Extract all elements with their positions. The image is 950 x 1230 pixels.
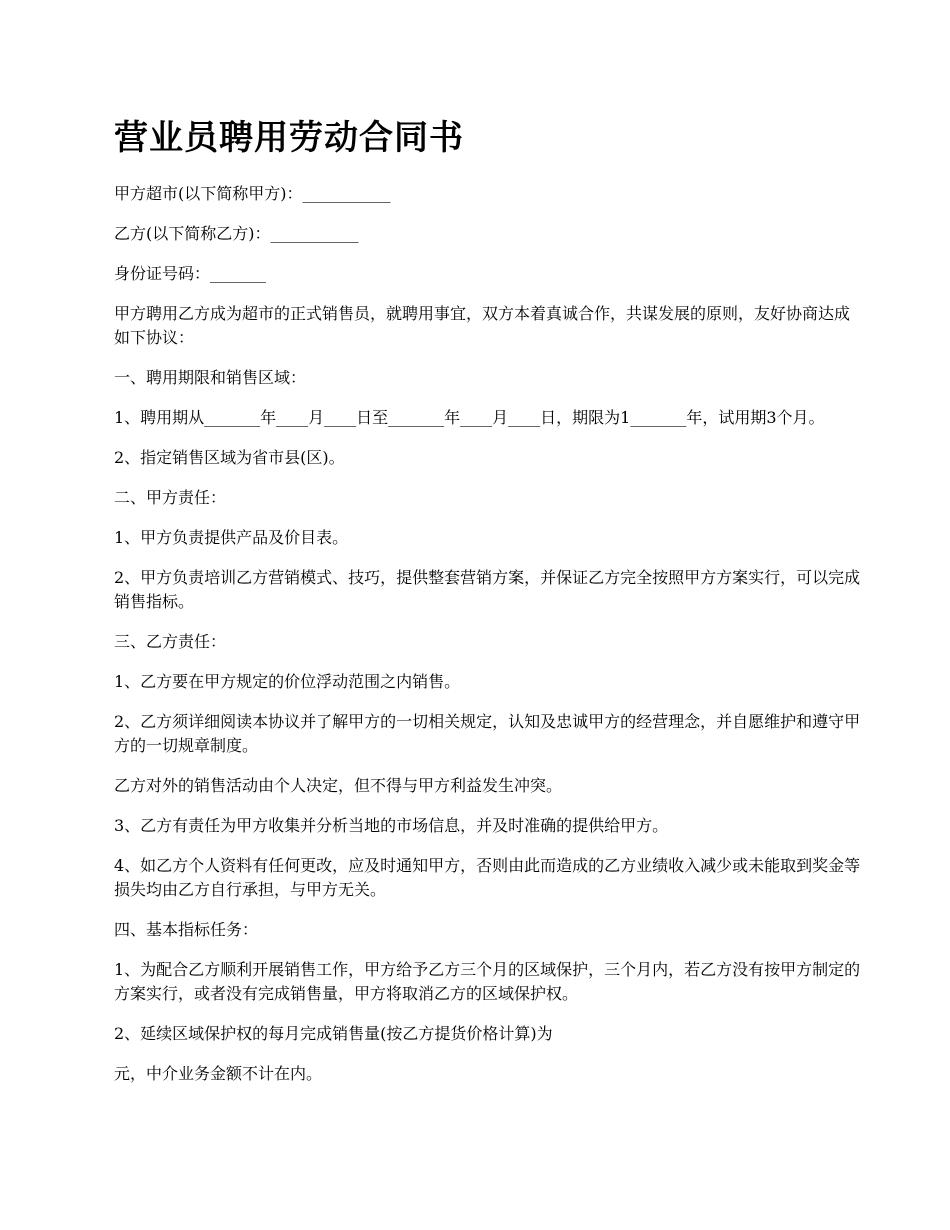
section-heading-party-a: 二、甲方责任： — [114, 488, 227, 507]
document-title: 营业员聘用劳动合同书 — [114, 118, 464, 158]
section-heading-term: 一、聘用期限和销售区域： — [114, 368, 307, 387]
targets-clause-1: 1、为配合乙方顺利开展销售工作，甲方给予乙方三个月的区域保护，三个月内，若乙方没有按甲方制定的方案实行，或者没有完成销售量，甲方将取消乙方的区域保护权。 — [114, 960, 861, 1003]
section-heading-party-b: 三、乙方责任： — [114, 632, 227, 651]
intro-paragraph: 甲方聘用乙方成为超市的正式销售员，就聘用事宜，双方本着真诚合作，共谋发展的原则，友好协商达成如下协议： — [114, 304, 851, 347]
term-clause-2: 2、指定销售区域为省市县(区)。 — [114, 448, 345, 467]
party-b-clause-3: 3、乙方有责任为甲方收集并分析当地的市场信息，并及时准确的提供给甲方。 — [114, 816, 669, 835]
targets-clause-2-continued: 元，中介业务金额不计在内。 — [114, 1064, 323, 1083]
party-b-clause-note: 乙方对外的销售活动由个人决定，但不得与甲方利益发生冲突。 — [114, 776, 563, 795]
section-heading-targets: 四、基本指标任务： — [114, 920, 259, 939]
party-a-clause-1: 1、甲方负责提供产品及价目表。 — [114, 528, 349, 547]
party-b-clause-2: 2、乙方须详细阅读本协议并了解甲方的一切相关规定，认知及忠诚甲方的经营理念，并自愿维护和遵守甲方的一切规章制度。 — [114, 712, 861, 755]
party-a-clause-2: 2、甲方负责培训乙方营销模式、技巧，提供整套营销方案，并保证乙方完全按照甲方方案实行，可以完成销售指标。 — [114, 568, 861, 611]
targets-clause-2: 2、延续区域保护权的每月完成销售量(按乙方提货价格计算)为 — [114, 1024, 553, 1043]
party-a-line: 甲方超市(以下简称甲方)：___________ — [114, 184, 391, 203]
document-page — [114, 108, 864, 1102]
party-b-clause-4: 4、如乙方个人资料有任何更改，应及时通知甲方，否则由此而造成的乙方业绩收入减少或未能取到奖金等损失均由乙方自行承担，与甲方无关。 — [114, 856, 861, 899]
party-b-clause-1: 1、乙方要在甲方规定的价位浮动范围之内销售。 — [114, 672, 461, 691]
id-number-line: 身份证号码：_______ — [114, 264, 267, 283]
term-clause-1: 1、聘用期从_______年____月____日至_______年____月____日，期限为1_______年，试用期3个月。 — [114, 408, 825, 427]
party-b-line: 乙方(以下简称乙方)：___________ — [114, 224, 359, 243]
